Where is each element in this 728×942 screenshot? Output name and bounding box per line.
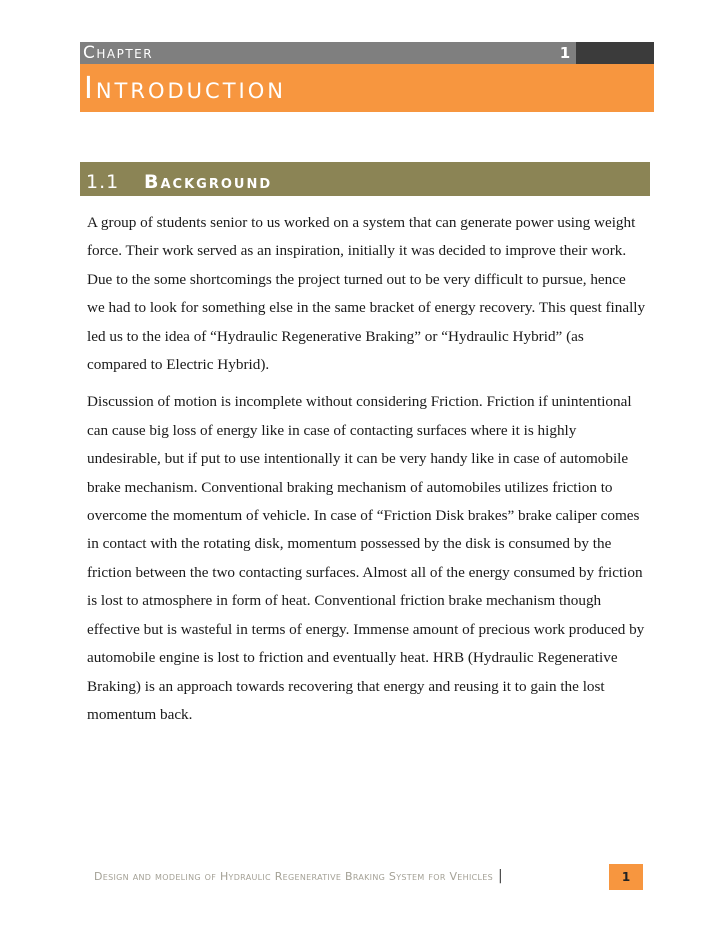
footer-separator: | xyxy=(498,868,503,884)
paragraph: Discussion of motion is incomplete without considering Friction. Friction if unintentional can cause big loss of energy like in case of contacting surfaces where it is highly undesirable, but if put to use intentionally it can be very handy like in case of automobile brake mechanism. Conventional braking mechanism of automobiles utilizes friction to overcome the momentum of vehicle. In case of “Friction Disk brakes” brake caliper comes in contact with the rotating disk, momentum possessed by the disk is consumed by the friction between the two contacting surfaces. Almost all of the energy consumed by friction is lost to atmosphere in form of heat. Conventional friction brake mechanism though effective but is wasteful in terms of energy. Immense amount of precious work produced by automobile engine is lost to friction and eventually heat. HRB (Hydraulic Regenerative Braking) is an approach towards recovering that energy and reusing it to gain the lost momentum back. xyxy=(87,393,645,723)
chapter-title-bar xyxy=(80,64,654,112)
chapter-header-bar xyxy=(80,42,654,64)
chapter-label: Chapter xyxy=(83,43,154,63)
chapter-bar-accent xyxy=(576,42,654,64)
body-text xyxy=(87,209,647,738)
footer-running-title: Design and modeling of Hydraulic Regenerative Braking System for Vehicles xyxy=(94,869,493,883)
section-title: Background xyxy=(144,171,273,193)
chapter-title: Introduction xyxy=(84,70,286,106)
page-number: 1 xyxy=(609,864,643,890)
section-number: 1.1 xyxy=(86,171,120,193)
page-footer xyxy=(94,864,654,888)
paragraph: A group of students senior to us worked on a system that can generate power using weight force. Their work served as an inspiration, initially it was decided to improve their work. Due to the some shortcomings the project turned out to be very difficult to pursue, hence we had to look for something else in the same bracket of energy recovery. This quest finally led us to the idea of “Hydraulic Regenerative Braking” or “Hydraulic Hybrid” (as compared to Electric Hybrid). xyxy=(87,214,646,374)
section-heading-bar xyxy=(80,162,650,196)
chapter-number: 1 xyxy=(559,44,571,62)
